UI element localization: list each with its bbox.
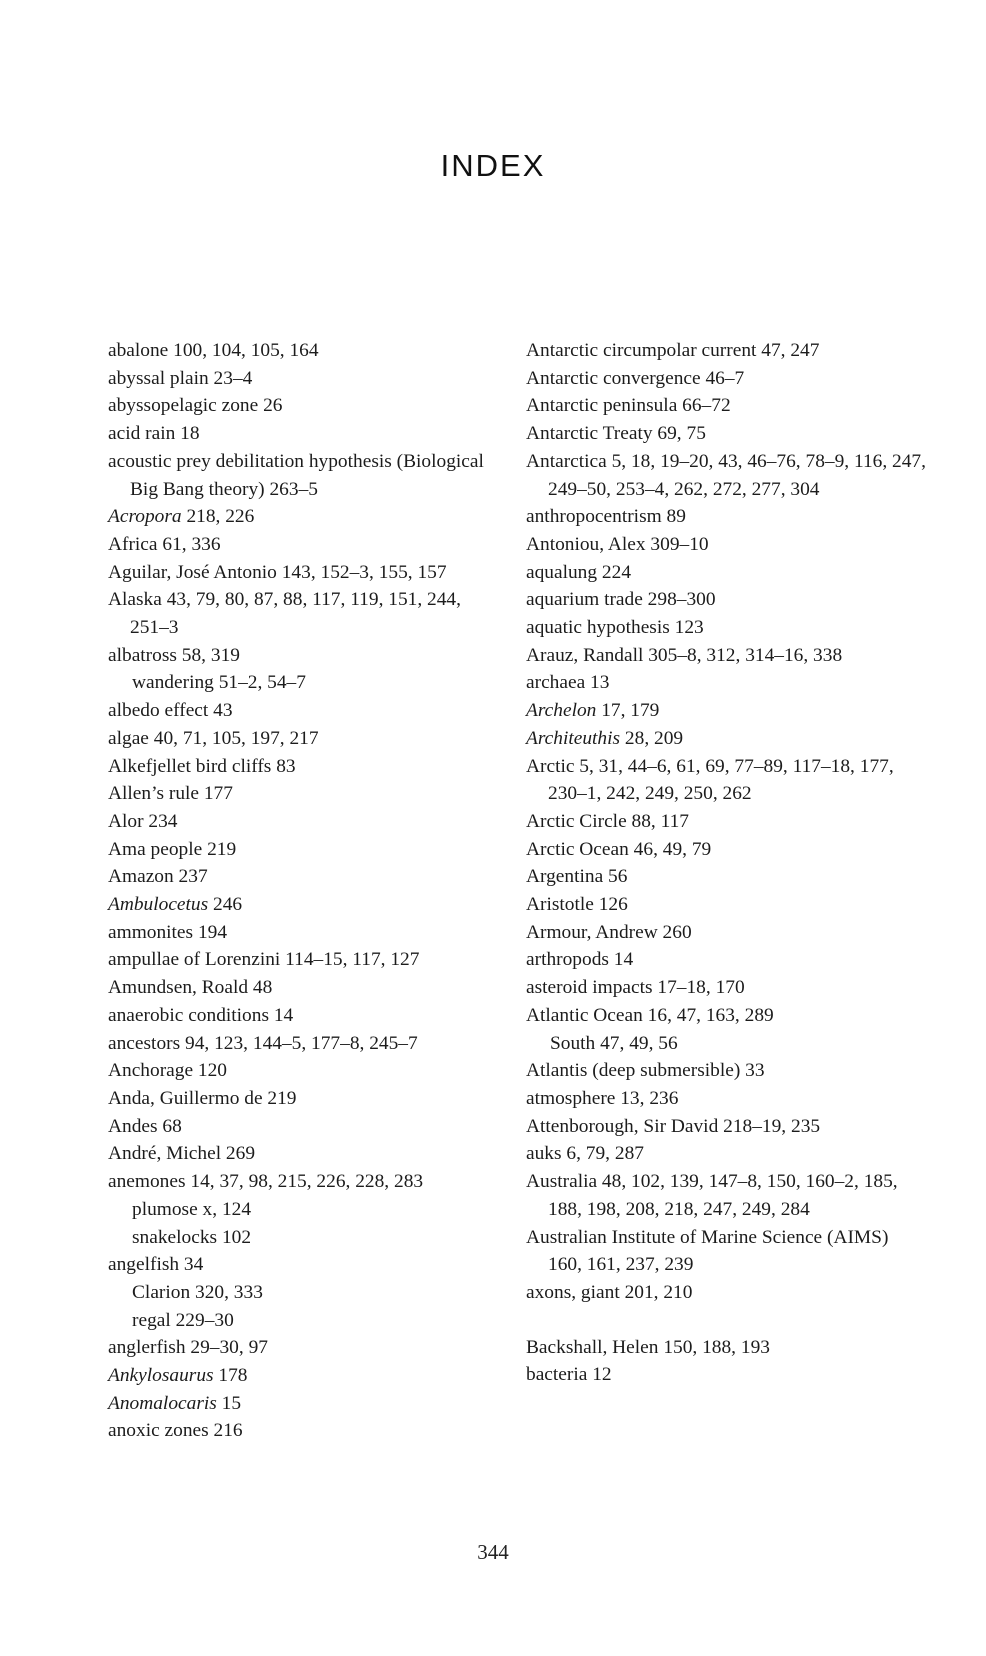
index-entry: [526, 1334, 926, 1362]
index-pages: 123: [669, 617, 704, 639]
index-entry: [526, 725, 926, 753]
index-pages: 56: [603, 866, 628, 888]
index-term: Acropora: [108, 506, 182, 528]
index-pages: 194: [193, 921, 228, 943]
index-term: albatross: [108, 644, 177, 666]
index-term: anaerobic conditions: [108, 1004, 269, 1026]
index-term: plumose x,: [132, 1198, 218, 1220]
index-entry: [108, 1251, 498, 1279]
index-entry: [108, 1334, 498, 1362]
index-pages: 218, 226: [181, 506, 255, 528]
index-term: Attenborough, Sir David: [526, 1115, 719, 1137]
index-pages: 14, 37, 98, 215, 226, 228, 283: [185, 1171, 424, 1193]
index-entry: [526, 337, 926, 365]
index-pages: 47, 49, 56: [595, 1032, 678, 1054]
index-pages: 120: [193, 1060, 227, 1082]
index-pages: 218–19, 235: [718, 1115, 821, 1137]
index-entry: [108, 836, 498, 864]
index-term: Anomalocaris: [108, 1392, 217, 1414]
index-pages: 29–30, 97: [185, 1337, 268, 1359]
index-pages: 13: [585, 672, 610, 694]
index-term: abyssopelagic zone: [108, 395, 259, 417]
index-entry: [526, 392, 926, 420]
index-pages: 17–18, 170: [652, 977, 745, 999]
index-entry: [108, 946, 498, 974]
index-pages: 201, 210: [619, 1281, 693, 1303]
index-term: Ama people: [108, 838, 203, 860]
index-entry: [108, 725, 498, 753]
index-term: Atlantic Ocean: [526, 1004, 643, 1026]
index-term: anthropocentrism: [526, 506, 662, 528]
index-pages: 28, 209: [620, 727, 684, 749]
index-pages: 224: [597, 561, 632, 583]
index-pages: 94, 123, 144–5, 177–8, 245–7: [180, 1032, 418, 1054]
index-entry: [108, 1030, 498, 1058]
index-term: archaea: [526, 672, 586, 694]
index-entry: [526, 808, 926, 836]
index-pages: 43, 79, 80, 87, 88, 117, 119, 151, 244, 251–3: [130, 589, 461, 639]
index-entry: [526, 503, 926, 531]
index-term: Antoniou, Alex: [526, 533, 646, 555]
index-entry: [526, 1057, 926, 1085]
index-entry: [108, 863, 498, 891]
index-entry: [108, 1390, 498, 1418]
index-pages: 18: [175, 423, 200, 445]
index-pages: 6, 79, 287: [561, 1143, 644, 1165]
index-pages: 47, 247: [756, 340, 820, 361]
index-pages: 160, 161, 237, 239: [548, 1254, 694, 1276]
index-entry: [526, 1085, 926, 1113]
index-term: Australian Institute of Marine Science (AIMS): [526, 1226, 889, 1248]
index-term: Antarctica: [526, 450, 607, 472]
index-entry: [108, 337, 498, 365]
index-entry: [108, 697, 498, 725]
index-pages: 100, 104, 105, 164: [168, 340, 319, 361]
index-term: anemones: [108, 1171, 186, 1193]
index-pages: 126: [593, 894, 628, 916]
index-term: atmosphere: [526, 1087, 616, 1109]
index-pages: 46–7: [700, 367, 745, 389]
index-entry: [108, 420, 498, 448]
index-pages: 229–30: [170, 1309, 234, 1331]
index-pages: 263–5: [264, 478, 318, 500]
index-pages: 51–2, 54–7: [213, 672, 306, 694]
index-pages: 150, 188, 193: [658, 1336, 770, 1358]
index-pages: 34: [179, 1254, 204, 1276]
index-pages: 23–4: [208, 367, 253, 389]
index-term: Archelon: [526, 700, 597, 722]
index-entry: [526, 836, 926, 864]
index-pages: 15: [216, 1392, 242, 1414]
index-entry: [108, 1168, 498, 1196]
index-term: Antarctic circumpolar current: [526, 340, 757, 361]
index-term: Antarctic peninsula: [526, 395, 678, 417]
index-pages: 246: [208, 894, 243, 916]
index-term: aquatic hypothesis: [526, 617, 670, 639]
index-pages: 83: [271, 755, 296, 777]
index-pages: 102: [217, 1226, 252, 1248]
index-term: aqualung: [526, 561, 598, 583]
index-entry: [526, 863, 926, 891]
index-entry: [108, 392, 498, 420]
index-term: acid rain: [108, 423, 176, 445]
index-term: snakelocks: [132, 1226, 218, 1248]
index-term: bacteria: [526, 1364, 588, 1386]
index-term: Arauz, Randall: [526, 644, 644, 666]
page-number: 344: [477, 1540, 509, 1564]
index-pages: 46, 49, 79: [628, 838, 712, 860]
index-term: acoustic prey debilitation hypothesis (Biological Big Bang theory): [108, 450, 484, 500]
index-term: Ankylosaurus: [108, 1365, 214, 1387]
index-entry: [108, 503, 498, 531]
index-pages: 114–15, 117, 127: [280, 949, 420, 971]
index-entry: [108, 1085, 498, 1113]
index-entry: [526, 1168, 926, 1223]
index-entry: [108, 365, 498, 393]
index-entry: [526, 614, 926, 642]
index-pages: 13, 236: [615, 1087, 679, 1109]
index-entry: [526, 531, 926, 559]
index-pages: 33: [740, 1060, 765, 1082]
index-pages: 16, 47, 163, 289: [642, 1004, 774, 1026]
index-term: anglerfish: [108, 1337, 186, 1359]
index-entry: [526, 1002, 926, 1030]
index-pages: 48, 102, 139, 147–8, 150, 160–2, 185, 188, 198, 208, 218, 247, 249, 284: [548, 1171, 898, 1220]
index-term: arthropods: [526, 949, 609, 971]
index-entry: [108, 780, 498, 808]
index-entry: [108, 586, 498, 641]
index-term: Amundsen, Roald: [108, 977, 249, 999]
index-entry: [108, 642, 498, 670]
index-entry: [108, 1057, 498, 1085]
index-pages: 177: [199, 783, 233, 805]
index-pages: 58, 319: [176, 644, 240, 666]
index-term: asteroid impacts: [526, 977, 653, 999]
index-pages: 124: [217, 1198, 252, 1220]
index-term: Andes: [108, 1115, 158, 1137]
index-column-left: [108, 337, 498, 1445]
index-entry: [526, 642, 926, 670]
index-pages: 88, 117: [626, 810, 689, 832]
index-term: albedo effect: [108, 700, 209, 722]
index-term: Anda, Guillermo de: [108, 1087, 263, 1109]
index-subentry: [108, 1279, 498, 1307]
index-term: Backshall, Helen: [526, 1336, 659, 1358]
index-term: wandering: [132, 672, 214, 694]
index-term: regal: [132, 1309, 171, 1331]
index-pages: 178: [213, 1365, 248, 1387]
page-title: INDEX: [440, 148, 546, 183]
index-pages: 17, 179: [596, 700, 660, 722]
index-term: ancestors: [108, 1032, 181, 1054]
index-term: axons, giant: [526, 1281, 620, 1303]
index-pages: 216: [208, 1420, 243, 1442]
index-term: Arctic Circle: [526, 810, 627, 832]
index-term: Ambulocetus: [108, 894, 209, 916]
index-entry: [108, 753, 498, 781]
index-entry: [526, 448, 926, 503]
index-entry: [108, 1417, 498, 1445]
index-term: South: [550, 1032, 596, 1054]
index-entry: [108, 1113, 498, 1141]
index-subentry: [108, 1196, 498, 1224]
index-term: angelfish: [108, 1254, 180, 1276]
index-entry: [526, 1140, 926, 1168]
index-subentry: [108, 669, 498, 697]
index-term: Atlantis (deep submersible): [526, 1060, 741, 1082]
index-term: Armour, Andrew: [526, 921, 658, 943]
index-pages: 5, 18, 19–20, 43, 46–76, 78–9, 116, 247, 249–50, 253–4, 262, 272, 277, 304: [548, 450, 926, 500]
index-entry: [526, 753, 926, 808]
index-pages: 219: [202, 838, 237, 860]
index-term: auks: [526, 1143, 562, 1165]
index-pages: 89: [661, 506, 686, 528]
index-entry: [526, 669, 926, 697]
index-term: Allen’s rule: [108, 783, 200, 805]
index-subentry: [108, 1307, 498, 1335]
index-entry: [526, 919, 926, 947]
index-entry: [526, 420, 926, 448]
index-pages: 5, 31, 44–6, 61, 69, 77–89, 117–18, 177, 230–1, 242, 249, 250, 262: [548, 755, 894, 805]
index-term: anoxic zones: [108, 1420, 209, 1442]
index-pages: 143, 152–3, 155, 157: [276, 561, 447, 583]
index-term: Alaska: [108, 589, 162, 611]
index-pages: 69, 75: [652, 423, 706, 445]
index-term: Clarion: [132, 1281, 191, 1303]
index-entry: [108, 808, 498, 836]
index-term: Alor: [108, 810, 144, 832]
index-pages: 40, 71, 105, 197, 217: [148, 727, 319, 749]
index-entry: [526, 1361, 926, 1389]
index-entry: [526, 974, 926, 1002]
index-term: Alkefjellet bird cliffs: [108, 755, 272, 777]
index-term: Arctic Ocean: [526, 838, 629, 860]
index-pages: 269: [221, 1143, 256, 1165]
index-pages: 320, 333: [190, 1281, 263, 1303]
index-pages: 14: [269, 1004, 294, 1026]
index-term: Argentina: [526, 866, 604, 888]
index-pages: 61, 336: [157, 533, 221, 555]
index-pages: 309–10: [645, 533, 709, 555]
index-term: Architeuthis: [526, 727, 621, 749]
index-entry: [526, 891, 926, 919]
index-pages: 12: [587, 1364, 612, 1386]
index-term: Antarctic convergence: [526, 367, 701, 389]
index-term: Aristotle: [526, 894, 594, 916]
index-term: abyssal plain: [108, 367, 209, 389]
index-term: Amazon: [108, 866, 174, 888]
index-entry: [526, 697, 926, 725]
index-entry: [526, 1279, 926, 1307]
index-term: ammonites: [108, 921, 194, 943]
index-entry: [526, 1224, 926, 1279]
index-entry: [108, 1362, 498, 1390]
index-pages: 14: [608, 949, 634, 971]
index-column-right: [526, 337, 926, 1389]
index-pages: 26: [258, 395, 283, 417]
index-pages: 234: [143, 810, 178, 832]
index-pages: 219: [262, 1087, 297, 1109]
index-entry: [108, 919, 498, 947]
index-pages: 298–300: [642, 589, 716, 611]
index-entry: [108, 1140, 498, 1168]
index-subentry: [108, 1224, 498, 1252]
index-term: Arctic: [526, 755, 575, 777]
index-term: Africa: [108, 533, 158, 555]
index-pages: 68: [157, 1115, 182, 1137]
index-entry: [526, 946, 926, 974]
index-entry: [108, 448, 498, 503]
index-entry: [526, 1113, 926, 1141]
index-term: Anchorage: [108, 1060, 194, 1082]
index-entry: [108, 531, 498, 559]
index-pages: 43: [208, 700, 233, 722]
index-term: André, Michel: [108, 1143, 222, 1165]
index-pages: 305–8, 312, 314–16, 338: [643, 644, 843, 666]
index-term: ampullae of Lorenzini: [108, 949, 281, 971]
index-term: algae: [108, 727, 149, 749]
index-term: abalone: [108, 340, 169, 361]
index-term: Australia: [526, 1171, 598, 1193]
index-entry: [526, 559, 926, 587]
index-pages: 66–72: [677, 395, 731, 417]
index-entry: [108, 559, 498, 587]
index-entry: [526, 586, 926, 614]
index-entry: [108, 974, 498, 1002]
index-term: Aguilar, José Antonio: [108, 561, 277, 583]
index-entry: [526, 365, 926, 393]
index-entry: [108, 891, 498, 919]
index-term: Antarctic Treaty: [526, 423, 653, 445]
index-subentry: [526, 1030, 926, 1058]
index-term: aquarium trade: [526, 589, 643, 611]
index-pages: 48: [248, 977, 273, 999]
index-pages: 237: [173, 866, 208, 888]
index-pages: 260: [657, 921, 692, 943]
index-entry: [108, 1002, 498, 1030]
